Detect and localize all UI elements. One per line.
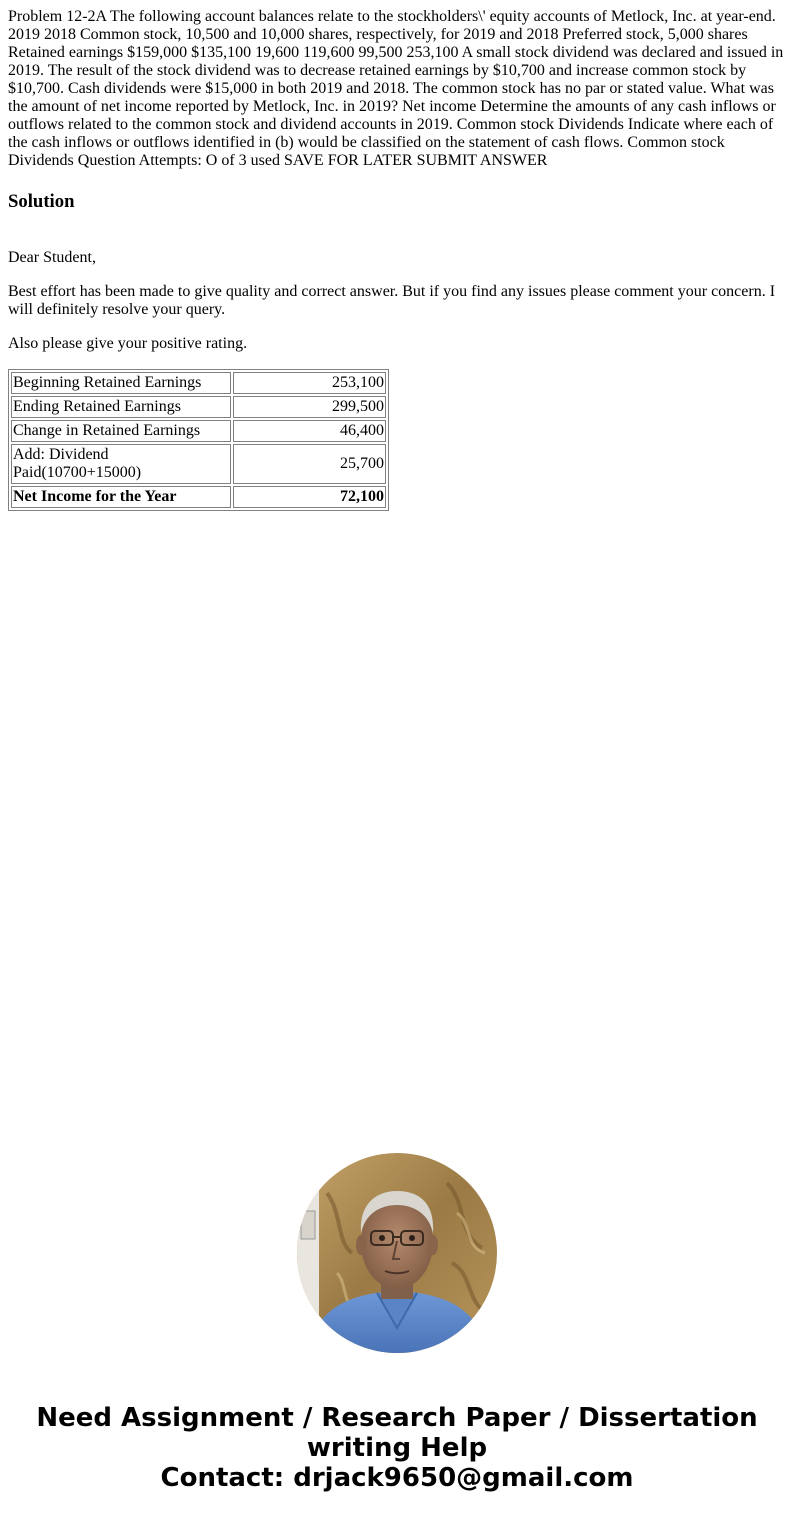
table-row xyxy=(11,444,386,484)
disclaimer-text: Best effort has been made to give quality and correct answer. But if you find any issues please comment your concern. I will definitely resolve your query. xyxy=(8,283,776,318)
row-label: Ending Retained Earnings xyxy=(11,396,231,418)
table-row xyxy=(11,396,386,418)
table-row xyxy=(11,372,386,394)
row-label: Add: Dividend Paid(10700+15000) xyxy=(11,444,231,484)
row-value: 299,500 xyxy=(233,396,386,418)
net-income-table xyxy=(8,369,389,511)
row-label: Change in Retained Earnings xyxy=(11,420,231,442)
promo-line-2: writing Help xyxy=(306,1433,488,1463)
row-value: 25,700 xyxy=(233,444,386,484)
row-label: Net Income for the Year xyxy=(11,486,231,508)
row-value: 72,100 xyxy=(233,486,386,508)
solution-heading: Solution xyxy=(8,191,75,212)
greeting-text: Dear Student, xyxy=(8,249,96,266)
row-value: 46,400 xyxy=(233,420,386,442)
author-portrait-image xyxy=(297,1153,497,1353)
rating-request-text: Also please give your positive rating. xyxy=(8,335,248,352)
promo-contact-line: Contact: drjack9650@gmail.com xyxy=(160,1463,634,1493)
promo-banner xyxy=(0,1403,794,1493)
table-row-total xyxy=(11,486,386,508)
page-content xyxy=(8,8,786,511)
row-value: 253,100 xyxy=(233,372,386,394)
promo-line-1: Need Assignment / Research Paper / Dissertation xyxy=(36,1403,758,1433)
table-row xyxy=(11,420,386,442)
author-avatar xyxy=(297,1153,497,1353)
question-text: Problem 12-2A The following account balances relate to the stockholders\' equity accounts of Metlock, Inc. at year-end. 2019 2018 Common stock, 10,500 and 10,000 shares, respectively, for 2019 and 2018 Preferred stock, 5,000 shares Retained earnings $159,000 $135,100 19,600 119,600 99,500 253,100 A small stock dividend was declared and issued in 2019. The result of the stock dividend was to decrease retained earnings by $10,700 and increase common stock by $10,700. Cash dividends were $15,000 in both 2019 and 2018. The common stock has no par or stated value. What was the amount of net income reported by Metlock, Inc. in 2019? Net income Determine the amounts of any cash inflows or outflows related to the common stock and dividend accounts in 2019. Common stock Dividends Indicate where each of the cash inflows or outflows identified in (b) would be classified on the statement of cash flows. Common stock Dividends Question Attempts: O of 3 used SAVE FOR LATER SUBMIT ANSWER xyxy=(8,8,784,169)
row-label: Beginning Retained Earnings xyxy=(11,372,231,394)
